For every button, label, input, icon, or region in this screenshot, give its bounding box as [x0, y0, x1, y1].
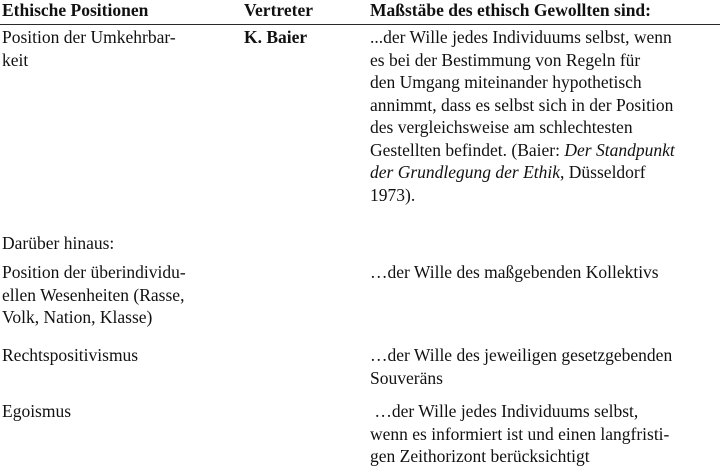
standard-cell: [370, 261, 720, 284]
standard-cell: [370, 26, 720, 206]
standard-line: …der Wille des maßgebenden Kollektivs: [370, 262, 659, 282]
standard-cell: [370, 400, 720, 468]
position-line: Rechtspositivismus: [2, 345, 139, 365]
citation-place: , Düsseldorf: [560, 162, 646, 182]
standard-line: den Umgang miteinander hypothetisch: [370, 72, 642, 92]
representative-cell: K. Baier: [244, 27, 308, 47]
position-cell: [2, 261, 227, 329]
header-standards: Maßstäbe des ethisch Gewollten sind:: [370, 0, 651, 20]
position-line: Position der Umkehrbar-: [2, 27, 176, 47]
citation-title: der Grundlegung der Ethik: [370, 162, 561, 182]
position-cell: [2, 400, 227, 423]
citation-title: Der Standpunkt: [564, 139, 675, 160]
position-line: Position der überindividu-: [2, 262, 186, 282]
position-line: ellen Wesenheiten (Rasse,: [2, 284, 185, 305]
standard-line: annimmt, dass es selbst sich in der Position: [370, 94, 674, 115]
standard-line-citation: [370, 161, 720, 184]
position-cell: [2, 344, 227, 367]
table-header-row: [0, 0, 720, 25]
standard-line: gen Zeithorizont berücksichtigt: [370, 446, 590, 466]
standard-line: des vergleichsweise am schlechtesten: [370, 117, 633, 137]
position-cell: [2, 26, 227, 71]
citation-year: 1973).: [370, 184, 416, 205]
standard-line: Souveräns: [370, 367, 443, 388]
position-line: Volk, Nation, Klasse): [2, 307, 153, 327]
standard-line: …der Wille des jeweiligen gesetzgebenden: [370, 345, 673, 365]
header-positions: Ethische Positionen: [2, 0, 149, 20]
position-line: Darüber hinaus:: [2, 233, 115, 253]
citation-intro: Gestellten befindet. (Baier:: [370, 139, 565, 160]
standard-line: es bei der Bestimmung von Regeln für: [370, 49, 641, 70]
standard-line: ...der Wille jedes Individuums selbst, wenn: [370, 27, 672, 47]
standard-cell: [370, 344, 720, 389]
standard-line: wenn es informiert ist und einen langfristi-: [370, 423, 670, 444]
header-representative: Vertreter: [244, 0, 313, 20]
standard-line: …der Wille jedes Individuums selbst,: [370, 401, 639, 421]
position-cell: [2, 232, 227, 255]
position-line: keit: [2, 49, 29, 70]
position-line: Egoismus: [2, 401, 72, 421]
standard-line-citation: [370, 139, 720, 162]
